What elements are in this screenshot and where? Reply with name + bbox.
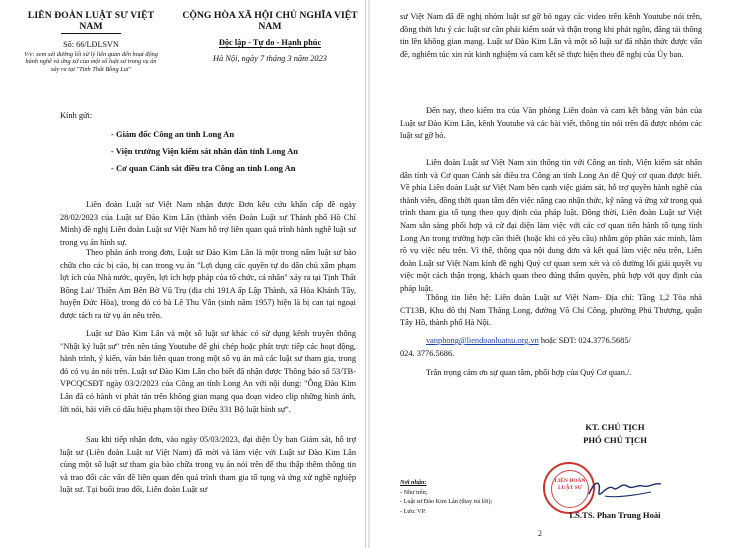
recipients-notes [400, 478, 492, 516]
sender-block [24, 10, 158, 73]
notes-item: - Lưu: VP. [400, 507, 426, 515]
phone-line: 024. 3776.5686. [400, 349, 455, 358]
body-paragraph: sư Việt Nam đã đề nghị nhóm luật sư gỡ bỏ ngay các video trên kênh Youtube nói trên, đồng thời lưu ý các luật sư cần phải kiểm soát và thận trọng khi phát ngôn, đăng tải thông tin lên không gian mạng. Luật sư Đào Kim Lân và một số luật sư đã nhận thức được vấn đề, nghiêm túc xin rút kinh nghiệm và cam kết sẽ thực hiện theo đề nghị của Ủy ban. [400, 12, 702, 59]
contact-paragraph: Thông tin liên hệ: Liên đoàn Luật sư Việt Nam- Địa chỉ: Tầng 1,2 Tòa nhà CT13B, Khu đô thị Nam Thăng Long, đường Võ Chí Công, phường Phú Thượng, quận Tây Hồ, thành phố Hà Nội. [400, 293, 702, 328]
national-motto: Độc lập - Tự do - Hạnh phúc [218, 38, 322, 47]
handwritten-signature [585, 476, 665, 504]
signer-name: LS.TS. Phan Trung Hoài [569, 510, 661, 520]
body-paragraph: Liên đoàn Luật sư Việt Nam xin thông tin với Công an tỉnh, Viện kiểm sát nhân dân tỉnh và Cơ quan Cảnh sát điều tra Công an tỉnh Long An để Quý cơ quan được biết. Về phía Liên đoàn Luật sư Việt Nam bên cạnh việc giám sát, hỗ trợ quyền hành nghề của thành viên, đồng thời quan tâm đến việc nâng cao nhận thức, kỹ năng và ứng xử trong quá trình tham gia tố tụng theo quy định của pháp luật. Đồng thời, Liên đoàn Luật sư Việt Nam sẵn sàng phối hợp và cử đại diện làm việc với các cơ quan tiến hành tố tụng tỉnh Long An trong trường hợp cần thiết (hoặc khi có yêu cầu) nhằm góp phần xác minh, làm rõ vụ việc nêu trên. Vì thế, thông qua nội dung đơn và kết quả làm việc nêu trên, Liên đoàn Luật sư Việt Nam kính đề nghị Quý cơ quan xem xét và có đường lối giải quyết vụ việc một cách thận trọng, khách quan theo đúng thẩm quyền, phù hợp với quy định của pháp luật. [400, 158, 702, 293]
document-subject: V/v: xem xét đường lối xử lý liên quan đến hoạt động hành nghề và ứng xử của một số luật sư trong vụ án xảy ra tại "Tịnh Thất Bồng Lai" [24, 51, 158, 73]
stamp-text: LIÊN ĐOÀN LUẬT SƯ [554, 478, 586, 491]
national-title: CỘNG HÒA XÃ HỘI CHỦ NGHĨA VIỆT NAM [182, 10, 358, 32]
body-paragraph: Liên đoàn Luật sư Việt Nam nhận được Đơn kêu cứu khẩn cấp đề ngày 28/02/2023 của Luật sư Đào Kim Lân (thành viên Đoàn Luật sư Thành phố Hồ Chí Minh) đề nghị Liên đoàn Luật sư Việt Nam hỗ trợ liên quan quá trình hành nghề luật sư trong vụ án hình sự. [60, 200, 356, 247]
notes-title: Nơi nhận: [400, 479, 427, 486]
organization-name: LIÊN ĐOÀN LUẬT SƯ VIỆT NAM [27, 10, 155, 32]
contact-line [400, 335, 702, 348]
org-underline [61, 33, 121, 34]
phone-text: hoặc SĐT: 024.3776.5685/ [538, 336, 631, 345]
body-paragraph: Luật sư Đào Kim Lân và một số luật sư khác có sử dụng kênh truyền thông "Nhật ký luật sư" trên nền tảng Youtube để ghi chép hoặc phát trực tiếp các hoạt động, hành trình, ý kiến, văn bản liên quan trong một số vụ án mà các luật sư tham gia, trong đó có vụ án nói trên. Luật sư Đào Kim Lân cho biết đã nhận được Thông báo số 53/TB-VPCQCSĐT ngày 03/2/2023 của Công an tỉnh Long An với nội dung: "Ông Đào Kim Lân đã có hành vi phát tán trên không gian mạng qua đoạn video clip những hình ảnh, lời nói, bài viết có dấu hiệu phạm tội theo Điều 331 Bộ luật hình sự". [60, 329, 356, 414]
document-number: Số: 66/LĐLSVN [63, 40, 119, 49]
recipients-label: Kính gửi: [60, 111, 93, 120]
recipient-item: - Giám đốc Công an tỉnh Long An [111, 129, 235, 139]
notes-item: - Như trên; [400, 488, 428, 496]
body-paragraph: Sau khi tiếp nhận đơn, vào ngày 05/03/2023, đại diện Ủy ban Giám sát, hỗ trợ luật sư (Liên đoàn Luật sư Việt Nam) đã mời và làm việc với Luật sư Đào Kim Lân cùng một số luật sư tham gia bào chữa trong vụ án nói trên để thu thập thêm thông tin và trao đổi các vấn đề liên quan đến quá trình tham gia tố tụng và ứng xử nghề nghiệp luật sư. Tại buổi trao đổi, Liên đoàn Luật sư [60, 435, 356, 495]
recipient-item: - Cơ quan Cảnh sát điều tra Công an tỉnh Long An [111, 163, 296, 173]
national-header [176, 10, 364, 63]
notes-item: - Luật sư Đào Kim Lân (thay trả lời); [400, 498, 493, 506]
page-number: 2 [538, 529, 542, 538]
email-link[interactable]: vanphong@liendoanluatsu.org.vn [426, 336, 539, 345]
body-paragraph: Theo phản ánh trong đơn, Luật sư Đào Kim Lân là một trong nấm luật sư bào chữa cho các bị cáo, bị can trong vụ án "Lợi dụng các quyền tự do dân chủ xâm phạm lợi ích của Nhà nước, quyền, lợi ích hợp pháp của tổ chức, cá nhân" xảy ra tại Tịnh Thất Bồng Lai/ Thiền Am Bên Bờ Vũ Trụ (địa chỉ 191A ấp Lập Thành, xã Hòa Khánh Tây, huyện Đức Hòa), trong đó có bà Lê Thu Vân (sinh năm 1957) hiện là bị can tại ngoại được tách ra từ vụ án nêu trên. [60, 248, 356, 320]
document-date: Hà Nội, ngày 7 tháng 3 năm 2023 [213, 54, 327, 63]
signature-line-1: KT. CHỦ TỊCH [585, 422, 645, 432]
page-2 [368, 0, 730, 548]
recipient-item: - Viện trưởng Viện kiểm sát nhân dân tỉnh Long An [111, 146, 298, 156]
closing-line: Trân trọng cảm ơn sự quan tâm, phối hợp của Quý Cơ quan./. [426, 368, 632, 377]
body-paragraph: Đến nay, theo kiểm tra của Văn phòng Liên đoàn và cam kết bằng văn bản của Luật sư Đào Kim Lân, kênh Youtube và các bài viết, thông tin nói trên đã được nhóm các luật sư gỡ bỏ. [400, 106, 702, 141]
signature-line-2: PHÓ CHỦ TỊCH [583, 435, 647, 445]
